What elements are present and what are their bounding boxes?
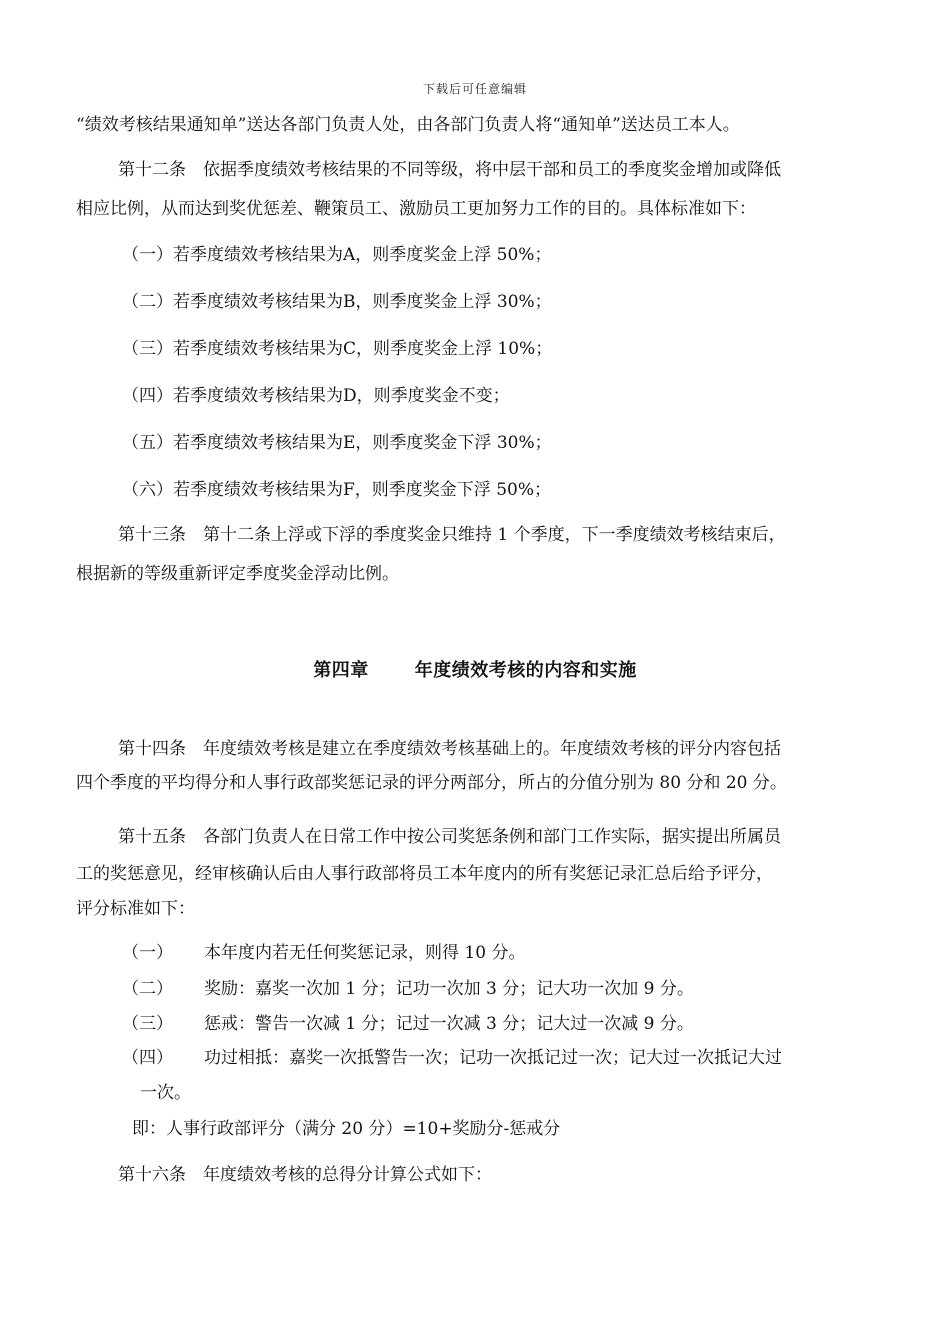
article-15-line-1: 第十五条 各部门负责人在日常工作中按公司奖惩条例和部门工作实际，据实提出所属员	[118, 827, 781, 847]
scoring-item	[122, 1046, 782, 1070]
article-13-line-1: 第十三条 第十二条上浮或下浮的季度奖金只维持 1 个季度，下一季度绩效考核结束后，	[118, 525, 786, 545]
scoring-item-text: 功过相抵：嘉奖一次抵警告一次；记功一次抵记过一次；记大过一次抵记大过	[204, 1048, 782, 1068]
list-item: （四）若季度绩效考核结果为D，则季度奖金不变；	[122, 386, 510, 406]
article-14-line-2: 四个季度的平均得分和人事行政部奖惩记录的评分两部分，所占的分值分别为 80 分和 20 分。	[76, 773, 787, 793]
scoring-item-text: 本年度内若无任何奖惩记录，则得 10 分。	[204, 943, 526, 963]
scoring-item-number: （二）	[122, 979, 173, 999]
article-12-line-1: 第十二条 依据季度绩效考核结果的不同等级，将中层干部和员工的季度奖金增加或降低	[118, 160, 781, 180]
download-note: 下载后可任意编辑	[422, 82, 527, 96]
list-item: （三）若季度绩效考核结果为C，则季度奖金上浮 10%；	[122, 339, 553, 359]
list-item: （六）若季度绩效考核结果为F，则季度奖金下浮 50%；	[122, 480, 551, 500]
scoring-item	[122, 941, 525, 965]
article-13-line-2: 根据新的等级重新评定季度奖金浮动比例。	[76, 564, 399, 584]
scoring-item-number: （四）	[122, 1048, 173, 1068]
scoring-item-text: 惩戒：警告一次减 1 分；记过一次减 3 分；记大过一次减 9 分。	[204, 1014, 694, 1034]
list-item: （五）若季度绩效考核结果为E，则季度奖金下浮 30%；	[122, 433, 552, 453]
chapter-title: 年度绩效考核的内容和实施	[414, 660, 637, 681]
chapter-number: 第四章	[313, 660, 369, 681]
paragraph-line: “绩效考核结果通知单”送达各部门负责人处，由各部门负责人将“通知单”送达员工本人。	[76, 115, 740, 135]
list-item: （一）若季度绩效考核结果为A，则季度奖金上浮 50%；	[122, 245, 552, 265]
article-16-line: 第十六条 年度绩效考核的总得分计算公式如下：	[118, 1165, 492, 1185]
scoring-item-number: （一）	[122, 943, 173, 963]
article-15-line-2: 工的奖惩意见，经审核确认后由人事行政部将员工本年度内的所有奖惩记录汇总后给予评分，	[76, 864, 773, 884]
scoring-item-continuation: 一次。	[140, 1083, 191, 1103]
scoring-item	[122, 977, 694, 1001]
scoring-item-number: （三）	[122, 1014, 173, 1034]
scoring-item	[122, 1012, 694, 1036]
article-14-line-1: 第十四条 年度绩效考核是建立在季度绩效考核基础上的。年度绩效考核的评分内容包括	[118, 739, 781, 759]
formula-line: 即：人事行政部评分（满分 20 分）=10+奖励分-惩戒分	[132, 1119, 561, 1139]
article-15-line-3: 评分标准如下：	[76, 899, 195, 919]
chapter-heading	[0, 656, 950, 682]
list-item: （二）若季度绩效考核结果为B，则季度奖金上浮 30%；	[122, 292, 552, 312]
scoring-item-text: 奖励：嘉奖一次加 1 分；记功一次加 3 分；记大功一次加 9 分。	[204, 979, 694, 999]
article-12-line-2: 相应比例，从而达到奖优惩差、鞭策员工、激励员工更加努力工作的目的。具体标准如下：	[76, 199, 756, 219]
